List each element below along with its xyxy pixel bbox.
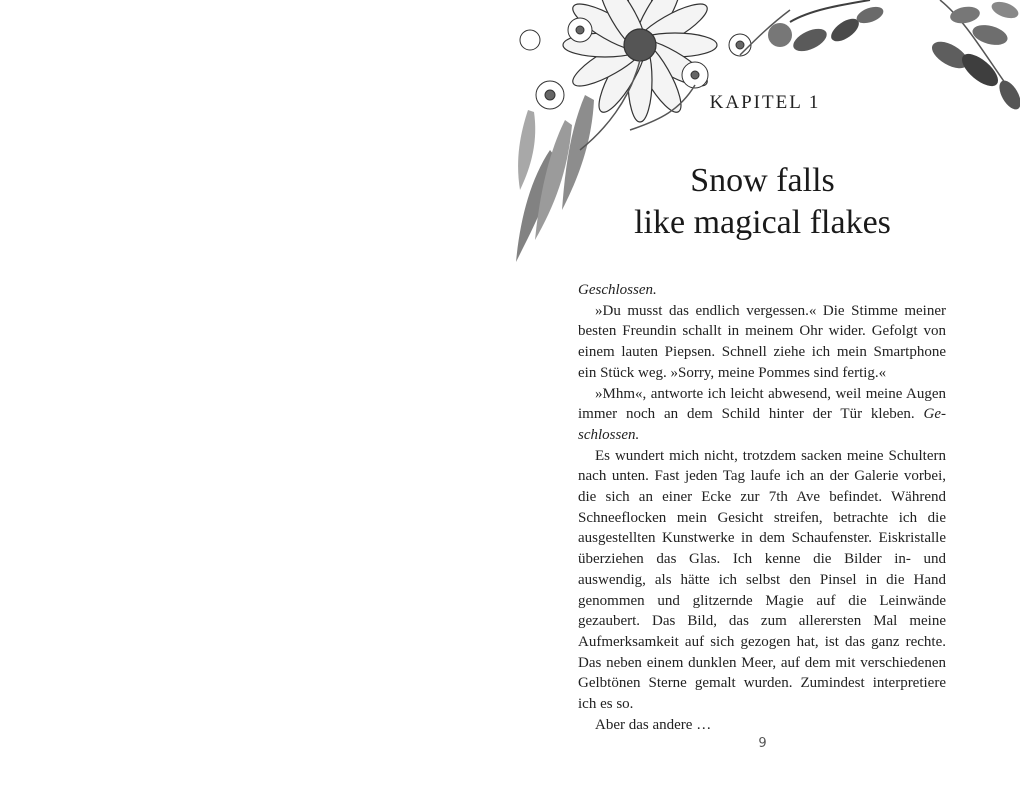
paragraph-1 bbox=[578, 280, 946, 301]
chapter-title-line-1: Snow falls bbox=[690, 162, 835, 199]
chapter-title-line-2: like magical flakes bbox=[634, 204, 891, 241]
paragraph-2: »Du musst das endlich vergessen.« Die Stimme meiner besten Freundin schallt in meinem Ohr wider. Gefolgt von einem lauten Piepsen. Schnell ziehe ich mein Smartphone ein Stück weg. »Sorry, meine Pommes sind fertig.« bbox=[578, 302, 946, 381]
paragraph-3 bbox=[578, 384, 946, 446]
paragraph-1-italic: Geschlossen. bbox=[578, 282, 657, 298]
body-text bbox=[578, 280, 946, 735]
paragraph-3-text: »Mhm«, antworte ich leicht abwesend, weil meine Augen immer noch an dem Schild hinter der Tür kleben. bbox=[578, 385, 946, 423]
paragraph-3-italic: Geschlossen. bbox=[578, 406, 946, 443]
paragraph-4: Es wundert mich nicht, trotzdem sacken meine Schultern nach unten. Fast jeden Tag laufe ich an der Galerie vorbei, die sich an einer Ecke zur 7th Ave befindet. Während Schneeflocken mein Gesicht streifen, betrachte ich die ausgestellten Kunstwerke in dem Schaufenster. Eiskristalle überziehen das Glas. Ich kenne die Bilder in- und auswendig, als hätte ich selbst den Pinsel in die Hand genommen und glitzernde Magie auf die Leinwände gezaubert. Das Bild, das zum allerersten Mal meine Aufmerksamkeit auf sich gezogen hat, ist das ganz rechte. Das neben einem dunklen Meer, auf dem mit verschiedenen Gelbtönen Sterne gemalt wurden. Zumindest interpretiere ich es so. bbox=[578, 447, 946, 713]
page-number: 9 bbox=[758, 736, 767, 751]
chapter-title bbox=[510, 160, 1015, 244]
paragraph-5: Aber das andere … bbox=[595, 716, 712, 733]
right-page bbox=[510, 0, 1020, 812]
chapter-label: KAPITEL 1 bbox=[709, 92, 821, 113]
